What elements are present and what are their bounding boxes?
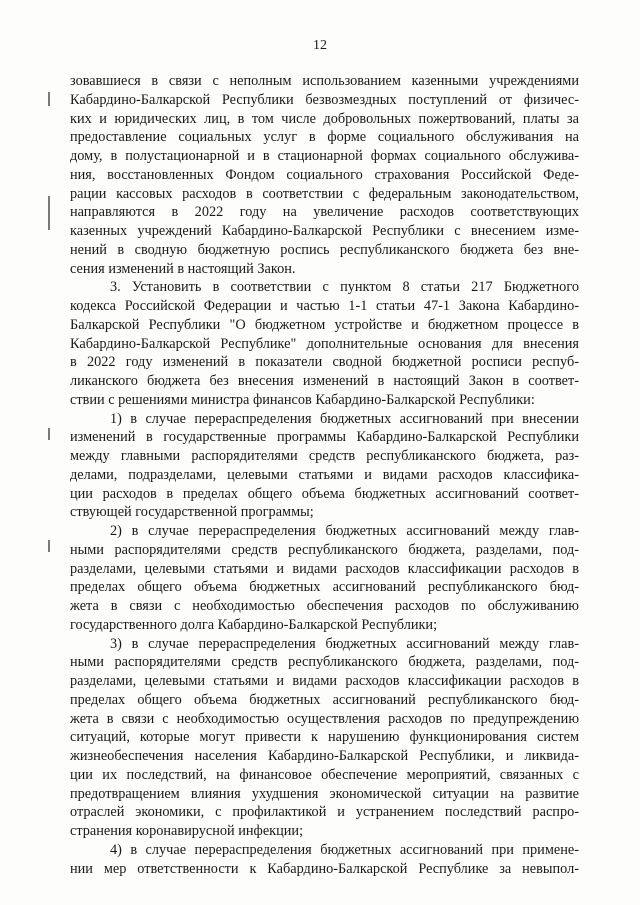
- text-line: предотвращением влияния ухудшения экономической ситуации на развитие: [70, 785, 579, 802]
- text-line: ситуаций, которые могут привести к нарушению функционирования систем: [70, 729, 579, 746]
- text-line: в 2022 году изменений в показатели сводной бюджетной росписи респуб-: [70, 354, 579, 371]
- text-line: дому, в полустационарной и в стационарной формах социального обслужива-: [70, 148, 579, 164]
- text-line: ствии с решениями министра финансов Кабардино-Балкарской Республики:: [70, 391, 535, 408]
- text-line: ствующей государственной программы;: [70, 504, 314, 521]
- text-line: 3. Установить в соответствии с пунктом 8 статьи 217 Бюджетного: [110, 279, 579, 296]
- page-number: 12: [313, 38, 327, 53]
- text-line: жета в связи с необходимостью осуществления расходов по предупреждению: [70, 710, 579, 727]
- text-line: Балкарской Республики "О бюджетном устройстве и бюджетном процессе в: [70, 316, 579, 333]
- text-line: жета в связи с необходимостью обеспечения расходов по обслуживанию: [70, 598, 579, 614]
- margin-scan-mark: [48, 540, 50, 552]
- text-line: изменений в государственные программы Кабардино-Балкарской Республики: [70, 429, 579, 446]
- text-line: нений в сводную бюджетную роспись республиканского бюджета без вне-: [70, 241, 579, 258]
- text-line: разделами, целевыми статьями и видами расходов классификации расходов в: [70, 560, 579, 577]
- text-line: зовавшиеся в связи с неполным использованием казенными учреждениями: [70, 73, 579, 89]
- text-line: ния, восстановленных Фондом социального страхования Российской Феде-: [70, 166, 579, 183]
- text-line: предоставление социальных услуг в форме социального обслуживания на: [70, 129, 579, 146]
- margin-scan-mark: [48, 196, 50, 230]
- text-line: кодекса Российской Федерации и частью 1-1 статьи 47-1 Закона Кабардино-: [70, 298, 579, 314]
- text-line: пределах общего объема бюджетных ассигнований республиканского бюд-: [70, 579, 579, 596]
- text-line: разделами, целевыми статьями и видами расходов классификации расходов в: [70, 673, 579, 689]
- text-line: ции их последствий, на финансовое обеспечение мероприятий, связанных с: [70, 766, 579, 783]
- text-line: жизнеобеспечения населения Кабардино-Балкарской Республики, и ликвида-: [70, 748, 579, 764]
- text-line: делами, подразделами, целевыми статьями и видами расходов классифика-: [70, 466, 579, 483]
- text-line: ции расходов в пределах общего объема бюджетных ассигнований соответ-: [70, 485, 579, 502]
- text-line: государственного долга Кабардино-Балкарской Республики;: [70, 616, 438, 633]
- text-line: 2) в случае перераспределения бюджетных ассигнований между глав-: [110, 523, 579, 539]
- text-line: ликанского бюджета без внесения изменений в настоящий Закон в соответ-: [70, 373, 579, 389]
- margin-scan-mark: [48, 428, 50, 440]
- margin-scan-mark: [48, 92, 50, 106]
- text-line: нии мер ответственности к Кабардино-Балкарской Республике за невыпол-: [70, 860, 579, 877]
- text-line: странения коронавирусной инфекции;: [70, 823, 304, 839]
- text-line: казенных учреждений Кабардино-Балкарской Республики с внесением изме-: [70, 223, 579, 239]
- text-line: направляются в 2022 году на увеличение расходов соответствующих: [70, 204, 579, 221]
- text-line: ными распорядителями средств республиканского бюджета, разделами, под-: [70, 654, 579, 671]
- text-line: ких и юридических лиц, в том числе добровольных пожертвований, платы за: [70, 110, 579, 127]
- text-line: между главными распорядителями средств республиканского бюджета, раз-: [70, 448, 579, 464]
- text-line: 1) в случае перераспределения бюджетных ассигнований при внесении: [110, 410, 579, 427]
- text-line: пределах общего объема бюджетных ассигнований республиканского бюд-: [70, 691, 579, 708]
- text-line: ными распорядителями средств республиканского бюджета, разделами, под-: [70, 541, 579, 558]
- text-line: сения изменений в настоящий Закон.: [70, 260, 296, 277]
- text-line: 4) в случае перераспределения бюджетных ассигнований при примене-: [110, 841, 579, 858]
- text-line: Кабардино-Балкарской Республике" дополнительные основания для внесения: [70, 335, 579, 352]
- text-line: 3) в случае перераспределения бюджетных ассигнований между глав-: [110, 635, 579, 652]
- text-line: отраслей экономики, с профилактикой и устранением последствий распро-: [70, 804, 579, 821]
- law-text-body: [70, 72, 579, 878]
- text-line: рации кассовых расходов в соответствии с федеральным законодательством,: [70, 185, 579, 202]
- text-line: Кабардино-Балкарской Республики безвозмездных поступлений от физичес-: [70, 91, 579, 108]
